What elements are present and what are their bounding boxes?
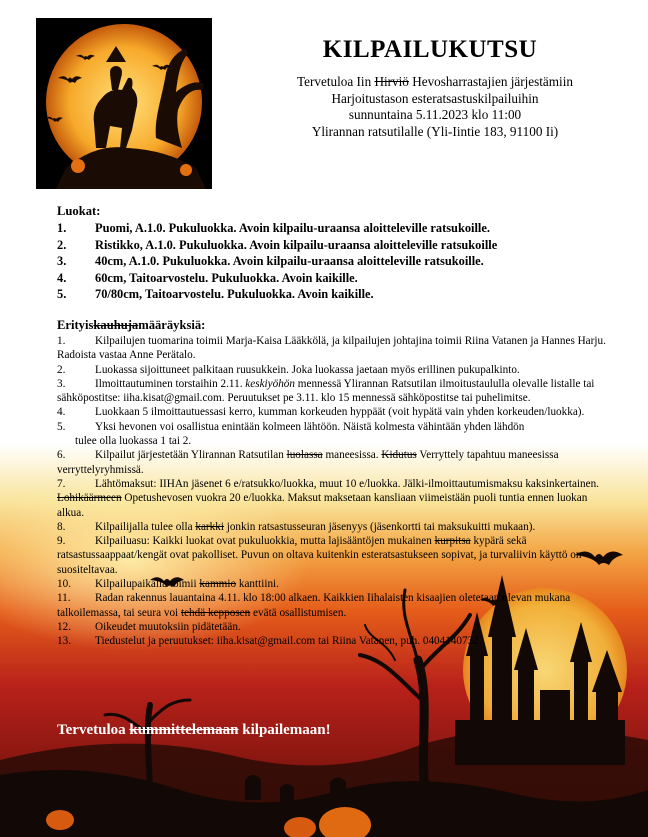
struck-word: Kidutus: [381, 449, 417, 462]
struck-word: kurpitsa: [434, 535, 471, 548]
rule-number: 8.: [57, 520, 66, 533]
rule-text: kypärä sekä ratsastussaappaat/kengät ovat pakolliset. Puvun on oltava kuitenkin esteratsastukseen sopivat, ja turvaliivin käyttö on suositeltavaa.: [57, 535, 582, 576]
intro-line-4: Ylirannan ratsutilalle (Yli-Iintie 183, 91100 Ii): [311, 123, 559, 139]
rule-text: Radan rakennus lauantaina 4.11. klo 18:00 alkaen. Kaikkien Iihalaisten kisaajien oletetaan olevan mukana talkoilemassa, tai seura voi: [57, 592, 571, 619]
struck-word: kummittelemaan: [129, 722, 239, 738]
rule-text: maneesissa.: [322, 449, 382, 462]
rule-text: evätä osallistumisen.: [250, 606, 347, 619]
welcome-b: kilpailemaan!: [238, 722, 331, 738]
intro-line-3: sunnuntaina 5.11.2023 klo 11:00: [348, 107, 522, 122]
rule-item: [57, 363, 609, 377]
rule-item: [57, 405, 609, 419]
struck-word: Lohikäärmeen: [57, 492, 122, 505]
rule-number: 3.: [57, 377, 66, 390]
classes-heading: Luokat:: [57, 204, 101, 218]
rule-item: [57, 477, 609, 520]
rule-text: Lähtömaksut: IIHAn jäsenet 6 e/ratsukko/luokka, muut 10 e/luokka. Jälki-ilmoittautumismaksu kaksinkertainen.: [95, 477, 599, 490]
page-title: KILPAILUKUTSU: [322, 36, 538, 63]
rule-item: [57, 620, 609, 634]
rule-text: Ilmoittautuminen torstaihin 2.11.: [95, 377, 246, 390]
rules-heading: [57, 318, 205, 333]
rule-number: 5.: [57, 420, 66, 433]
rule-number: 13.: [57, 635, 71, 648]
intro-text-b: Hevosharrastajien järjestämiin: [408, 74, 573, 89]
class-number: 4.: [57, 270, 67, 285]
class-text: Puomi, A.1.0. Pukuluokka. Avoin kilpailu-uraansa aloitteleville ratsukoille.: [95, 221, 490, 235]
intro-line-1: [262, 74, 608, 91]
rule-number: 4.: [57, 406, 66, 419]
class-item: [57, 270, 617, 287]
rule-text: Tiedustelut ja peruutukset: iiha.kisat@gmail.com tai Riina Vatanen, puh. 0404140732: [95, 635, 479, 648]
rule-text: tulee olla luokassa 1 tai 2.: [75, 435, 192, 448]
struck-word: tehdä kepposen: [180, 606, 251, 619]
rule-item: [57, 420, 609, 449]
rule-item: [57, 377, 609, 406]
halloween-witch-horse-image: [36, 18, 212, 189]
rule-number: 1.: [57, 335, 66, 347]
rule-text: Luokkaan 5 ilmoittautuessasi kerro, kumman korkeuden hyppäät (voit hypätä vain yhden korkeuden/luokka).: [95, 406, 585, 419]
rule-number: 9.: [57, 535, 66, 548]
rule-text: Luokassa sijoittuneet palkitaan ruusukkein. Joka luokassa jaetaan myös erillinen pukupalkinto.: [95, 363, 520, 376]
rule-text: Kilpailujen tuomarina toimii Marja-Kaisa Lääkkölä, ja kilpailujen johtajina toimii Riina Vatanen ja Hannes Harju. Radoista vastaa Anne Perätalo.: [57, 335, 606, 362]
rule-item: [57, 520, 609, 534]
struck-word: kammio: [199, 578, 237, 591]
class-number: 5.: [57, 287, 67, 302]
rule-item: [57, 634, 609, 648]
rule-text: Opetushevosen vuokra 20 e/luokka. Maksut maksetaan kansliaan viimeistään puoli tuntia ennen luokan alkua.: [57, 492, 588, 519]
rule-text: mennessä Ylirannan Ratsutilan ilmoitustaululla olevalle listalle tai sähköpostitse: iiha.kisat@gmail.com. Peruutukset pe 3.11. klo 15 mennessä sähköpostitse tai puhelimitse.: [57, 377, 595, 405]
rule-text: Oikeudet muutoksiin pidätetään.: [95, 620, 241, 633]
struck-word: kauhuja: [93, 318, 139, 332]
rule-text: Kilpailut järjestetään Ylirannan Ratsutilan: [95, 449, 287, 462]
classes-list: [57, 220, 617, 303]
class-text: 70/80cm, Taitoarvostelu. Pukuluokka. Avoin kaikille.: [95, 287, 374, 302]
class-text: 60cm, Taitoarvostelu. Pukuluokka. Avoin kaikille.: [95, 270, 358, 285]
class-text: Ristikko, A.1.0. Pukuluokka. Avoin kilpailu-uraansa aloitteleville ratsukoille: [95, 237, 498, 252]
struck-word: karkki: [195, 520, 224, 533]
rule-number: 11.: [57, 592, 71, 605]
rule-italic: keskiyöhön: [245, 377, 295, 390]
rule-item: [57, 577, 609, 591]
rule-item: [57, 334, 609, 363]
rule-number: 2.: [57, 363, 66, 376]
class-item: [57, 286, 617, 303]
class-text: 40cm, A.1.0. Pukuluokka. Avoin kilpailu-uraansa aloitteleville ratsukoille.: [95, 254, 484, 269]
rules-heading-b: määräyksiä:: [138, 318, 206, 332]
class-number: 1.: [57, 221, 67, 235]
rule-number: 7.: [57, 477, 66, 490]
welcome-text: [57, 722, 331, 739]
rule-item: [57, 591, 609, 620]
intro-text: [262, 74, 608, 140]
rule-item: [57, 448, 609, 477]
rule-text: jonkin ratsastusseuran jäsenyys (jäsenkortti tai maksukuitti mukaan).: [223, 520, 536, 533]
class-number: 2.: [57, 237, 67, 252]
rule-text: Kilpailuasu: Kaikki luokat ovat pukuluokkia, mutta lajisääntöjen mukainen: [95, 535, 435, 548]
rule-number: 6.: [57, 449, 66, 462]
struck-word: luolassa: [286, 449, 323, 462]
rule-number: 12.: [57, 620, 71, 633]
rule-text: Kilpailupaikalla toimii: [95, 578, 200, 591]
rules-heading-a: Erityis: [57, 318, 94, 332]
intro-line-2: Harjoitustason esteratsastuskilpailuihin: [331, 90, 539, 106]
struck-word: Hirviö: [374, 74, 409, 89]
rules-list: [57, 334, 609, 649]
rule-text: Kilpailijalla tulee olla: [95, 520, 196, 533]
class-number: 3.: [57, 254, 67, 269]
rule-text: kanttiini.: [236, 578, 279, 591]
rule-text: Yksi hevonen voi osallistua enintään kolmeen lähtöön. Näistä kolmesta vähintään yhden lähdön: [95, 420, 525, 433]
rule-item: [57, 534, 609, 577]
class-item: [57, 220, 617, 237]
class-item: [57, 237, 617, 254]
class-item: [57, 253, 617, 270]
rule-number: 10.: [57, 578, 71, 591]
rule-text: Verryttely tapahtuu maneesissa verryttelyryhmissä.: [57, 449, 559, 476]
welcome-a: Tervetuloa: [57, 722, 130, 738]
intro-text-a: Tervetuloa Iin: [297, 74, 375, 89]
